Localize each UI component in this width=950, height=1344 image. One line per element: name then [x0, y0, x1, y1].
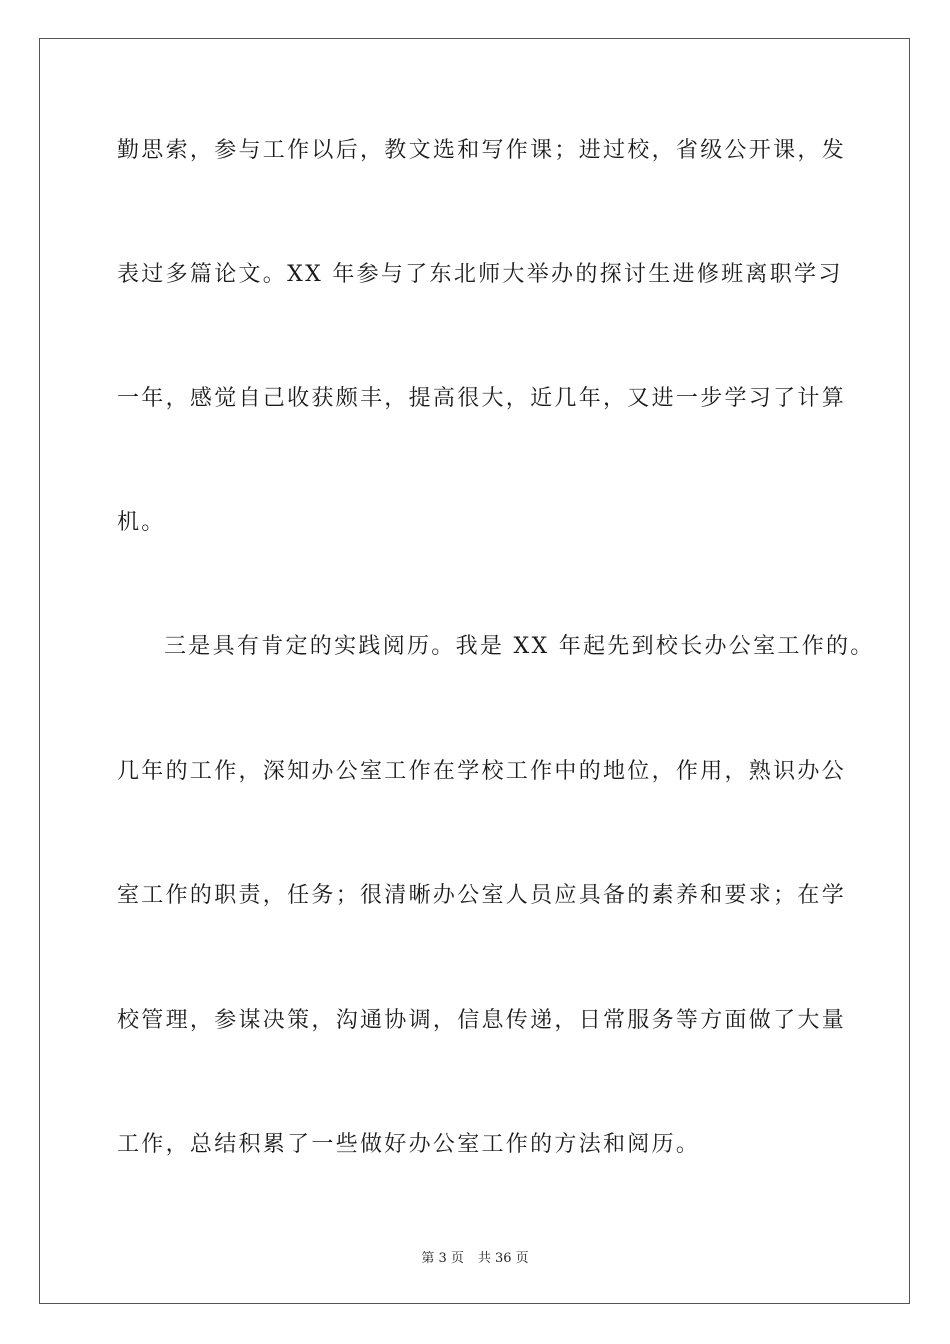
text-line-9: 工作，总结积累了一些做好办公室工作的方法和阅历。 — [117, 1132, 701, 1157]
page-number: 第 3 页 — [421, 1251, 464, 1266]
text-line-6: 几年的工作，深知办公室工作在学校工作中的地位，作用，熟识办公 — [117, 759, 847, 784]
text-line-3: 一年，感觉自己收获颇丰，提高很大，近几年，又进一步学习了计算 — [117, 386, 847, 411]
page-border — [39, 38, 910, 1304]
text-line-8: 校管理，参谋决策，沟通协调，信息传递，日常服务等方面做了大量 — [117, 1008, 847, 1033]
text-line-5: 三是具有肯定的实践阅历。我是 XX 年起先到校长办公室工作的。 — [164, 634, 875, 659]
text-line-7: 室工作的职责，任务；很清晰办公室人员应具备的素养和要求；在学 — [117, 883, 847, 908]
page-total: 共 36 页 — [477, 1251, 529, 1266]
text-line-2: 表过多篇论文。XX 年参与了东北师大举办的探讨生进修班离职学习 — [117, 262, 843, 287]
page-footer — [0, 1247, 950, 1266]
text-line-4: 机。 — [117, 510, 166, 535]
text-line-1: 勤思索，参与工作以后，教文选和写作课；进过校，省级公开课，发 — [117, 138, 847, 163]
